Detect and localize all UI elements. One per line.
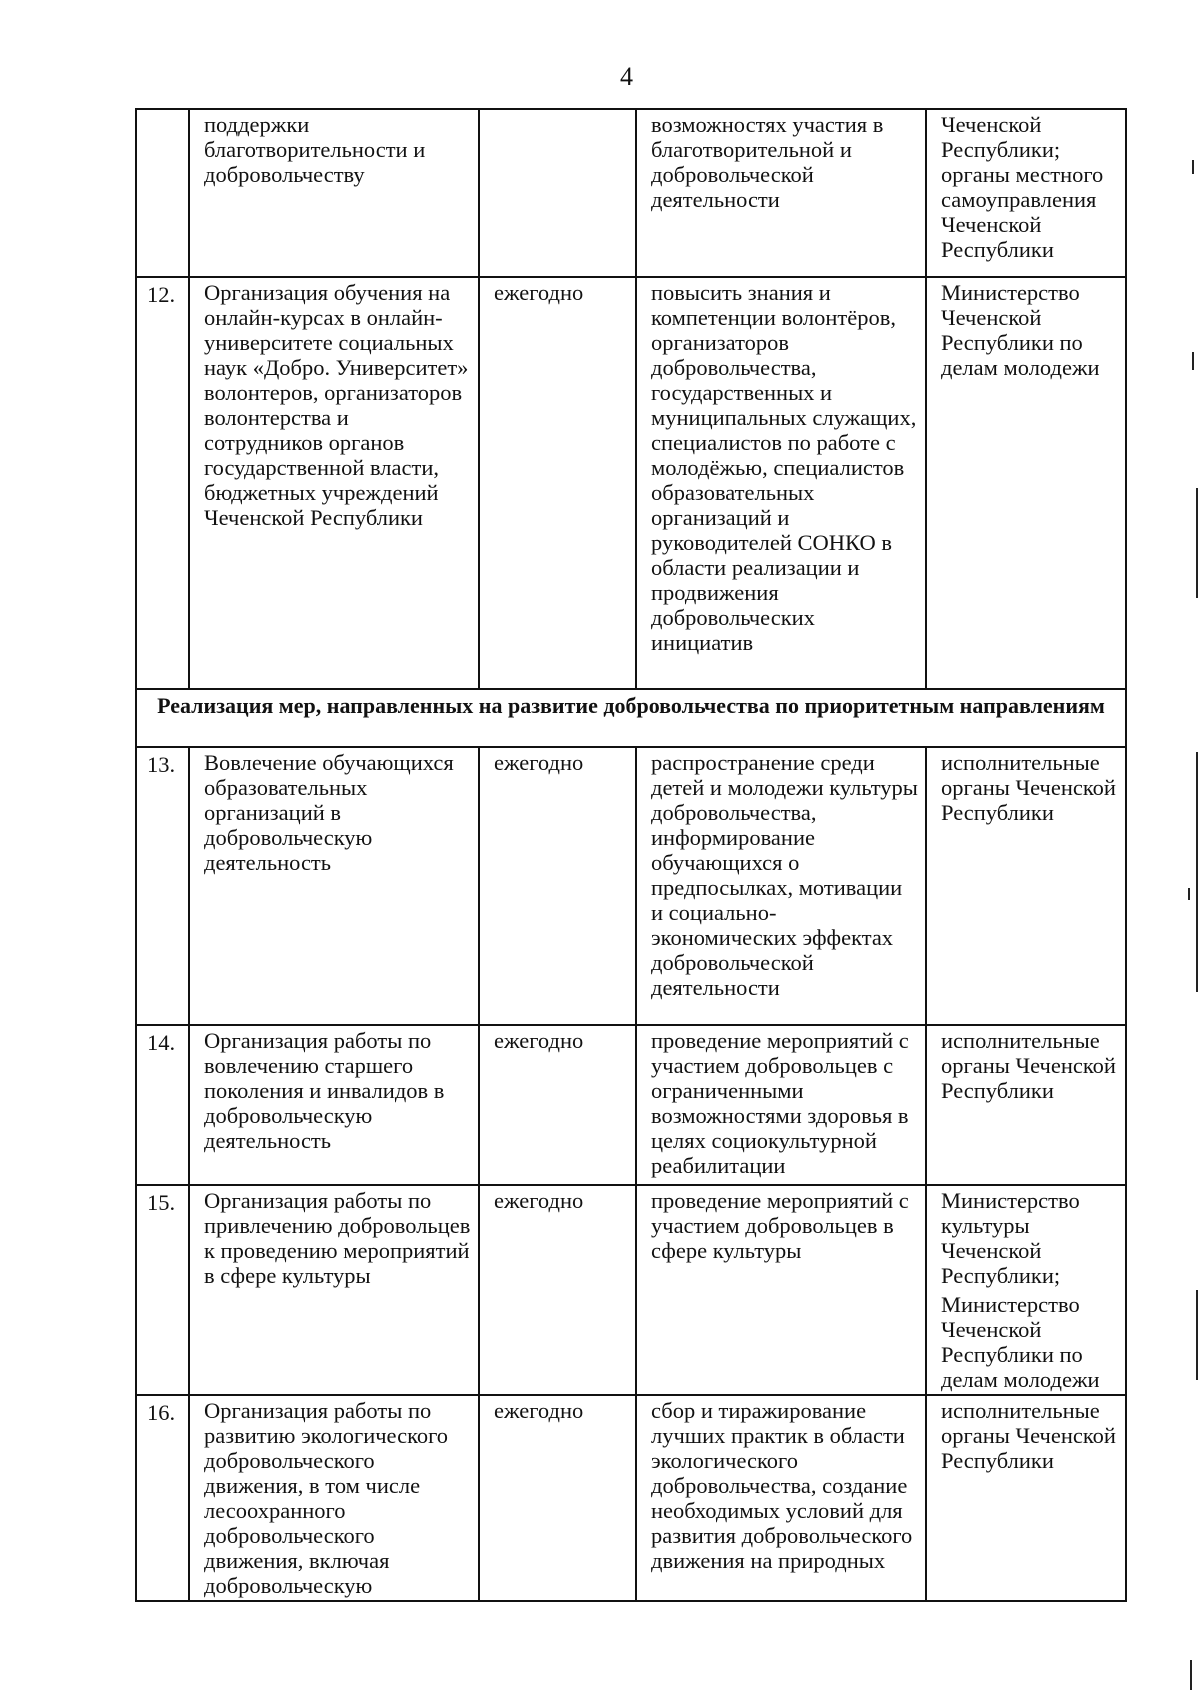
executor-cell: исполнительные органы Чеченской Республики bbox=[926, 1025, 1126, 1185]
period-cell bbox=[479, 109, 636, 277]
table-row bbox=[136, 1025, 1126, 1185]
row-number: 16. bbox=[136, 1395, 189, 1601]
executor-line: органы местного самоуправления Чеченской Республики bbox=[941, 162, 1104, 262]
executor-line: Министерство культуры Чеченской Республики; bbox=[941, 1188, 1080, 1288]
page-number: 4 bbox=[620, 62, 633, 91]
scan-artifact bbox=[1196, 1290, 1198, 1380]
scan-artifact bbox=[1192, 352, 1194, 370]
table-row bbox=[136, 747, 1126, 1025]
executor-cell bbox=[926, 109, 1126, 277]
scan-artifact bbox=[1196, 488, 1198, 598]
result-cell: проведение мероприятий с участием добровольцев с ограниченными возможностями здоровья в целях социокультурной реабилитации bbox=[636, 1025, 926, 1185]
row-number: 14. bbox=[136, 1025, 189, 1185]
executor-cell: исполнительные органы Чеченской Республики bbox=[926, 1395, 1126, 1601]
executor-line: Чеченской Республики; bbox=[941, 112, 1061, 162]
period-cell: ежегодно bbox=[479, 747, 636, 1025]
executor-line: Министерство Чеченской Республики по делам молодежи bbox=[941, 1292, 1100, 1392]
event-cell: Организация работы по развитию экологического добровольческого движения, в том числе лесоохранного добровольческого движения, включая добровольческую bbox=[189, 1395, 479, 1601]
event-cell: Вовлечение обучающихся образовательных организаций в добровольческую деятельность bbox=[189, 747, 479, 1025]
table-row bbox=[136, 109, 1126, 277]
event-cell: поддержки благотворительности и добровольчеству bbox=[189, 109, 479, 277]
scan-artifact bbox=[1190, 1660, 1192, 1690]
executor-cell: Министерство Чеченской Республики по делам молодежи bbox=[926, 277, 1126, 689]
period-cell: ежегодно bbox=[479, 1185, 636, 1395]
row-number: 13. bbox=[136, 747, 189, 1025]
measures-table bbox=[135, 108, 1127, 1602]
table-row bbox=[136, 277, 1126, 689]
section-title: Реализация мер, направленных на развитие добровольчества по приоритетным направлениям bbox=[136, 689, 1126, 747]
row-number: 12. bbox=[136, 277, 189, 689]
scan-artifact bbox=[1192, 160, 1194, 174]
result-cell: сбор и тиражирование лучших практик в области экологического добровольчества, создание необходимых условий для развития добровольческого движения на природных bbox=[636, 1395, 926, 1601]
event-cell: Организация работы по привлечению добровольцев к проведению мероприятий в сфере культуры bbox=[189, 1185, 479, 1395]
period-cell: ежегодно bbox=[479, 1395, 636, 1601]
section-row bbox=[136, 689, 1126, 747]
event-cell: Организация работы по вовлечению старшего поколения и инвалидов в добровольческую деятельность bbox=[189, 1025, 479, 1185]
scan-artifact bbox=[1196, 752, 1198, 992]
period-cell: ежегодно bbox=[479, 277, 636, 689]
executor-cell: исполнительные органы Чеченской Республики bbox=[926, 747, 1126, 1025]
table-row bbox=[136, 1185, 1126, 1395]
row-number: 15. bbox=[136, 1185, 189, 1395]
row-number bbox=[136, 109, 189, 277]
result-cell: распространение среди детей и молодежи культуры добровольчества, информирование обучающихся о предпосылках, мотивации и социально-экономических эффектах добровольческой деятельности bbox=[636, 747, 926, 1025]
executor-cell bbox=[926, 1185, 1126, 1395]
result-cell: повысить знания и компетенции волонтёров, организаторов добровольчества, государственных и муниципальных служащих, специалистов по работе с молодёжью, специалистов образовательных организаций и руководителей СОНКО в области реализации и продвижения добровольческих инициатив bbox=[636, 277, 926, 689]
period-cell: ежегодно bbox=[479, 1025, 636, 1185]
scan-artifact bbox=[1188, 888, 1190, 900]
table-row bbox=[136, 1395, 1126, 1601]
result-cell: проведение мероприятий с участием добровольцев в сфере культуры bbox=[636, 1185, 926, 1395]
event-cell: Организация обучения на онлайн-курсах в онлайн-университете социальных наук «Добро. Университет» волонтеров, организаторов волонтерства и сотрудников органов государственной власти, бюджетных учреждений Чеченской Республики bbox=[189, 277, 479, 689]
result-cell: возможностях участия в благотворительной и добровольческой деятельности bbox=[636, 109, 926, 277]
